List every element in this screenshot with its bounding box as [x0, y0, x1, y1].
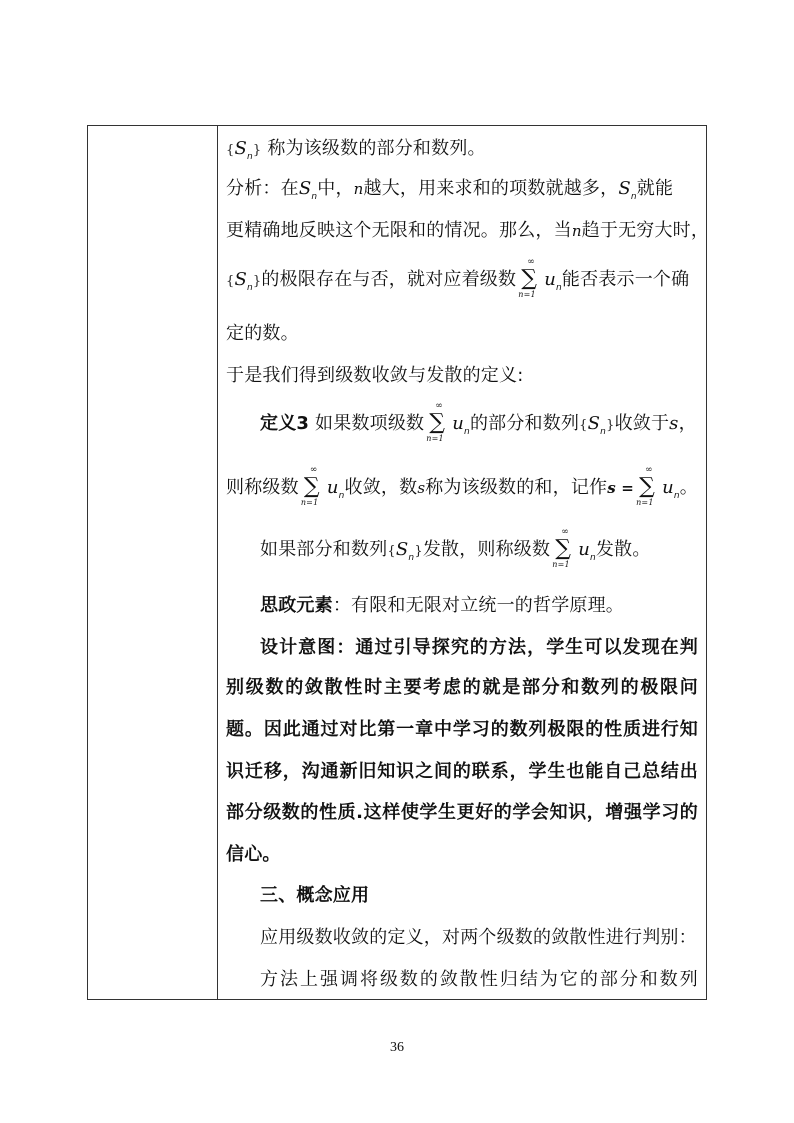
text-segment: 于是我们得到级数收敛与发散的定义: — [226, 365, 524, 386]
text-segment: 更精确地反映这个无限和的情况。那么，当 — [226, 220, 572, 241]
brace-open: { — [387, 544, 396, 559]
design-intent-line-4: 识迁移，沟通新旧知识之间的联系，学生也能自己总结出 — [226, 761, 698, 782]
text-segment: 发散。 — [595, 539, 651, 560]
symbol-s: s — [417, 479, 426, 497]
symbol-u: u — [544, 269, 557, 290]
apply-line-1: 应用级数收敛的定义，对两个级数的敛散性进行判别： — [260, 927, 697, 948]
symbol-n: n — [353, 180, 364, 198]
page-number: 36 — [390, 1040, 404, 1055]
brace-open: { — [226, 143, 235, 158]
table-left-cell — [88, 126, 216, 998]
subscript-n: n — [590, 553, 596, 563]
subscript-n: n — [556, 283, 562, 293]
section-3-heading: 三、概念应用 — [260, 885, 370, 906]
symbol-S: S — [234, 269, 248, 290]
ideology-label: 思政元素 — [260, 595, 333, 616]
text-line-8 — [226, 465, 698, 507]
subscript-n: n — [247, 152, 253, 162]
text-line-5 — [226, 318, 299, 350]
text-segment: 。 — [679, 477, 698, 498]
symbol-S: S — [618, 178, 631, 199]
text-segment: 称为该级数的部分和数列。 — [267, 138, 486, 159]
symbol-S: S — [234, 138, 248, 159]
summation-symbol: ∞ ∑ n=1 — [636, 465, 655, 507]
brace-open: { — [579, 418, 588, 433]
symbol-S: S — [298, 178, 312, 199]
brace-open: { — [226, 274, 235, 289]
text-segment: 收敛于 — [614, 413, 670, 434]
text-segment: 定的数。 — [226, 323, 299, 344]
text-segment: 越大，用来求和的项数就越多， — [363, 178, 619, 199]
text-segment: 如果部分和数列 — [260, 539, 388, 560]
subscript-n: n — [311, 192, 318, 202]
text-line-3 — [226, 215, 709, 247]
subscript-n: n — [630, 192, 637, 202]
text-segment: 发散，则称级数 — [422, 539, 551, 560]
summation-symbol: ∞ ∑ n=1 — [300, 465, 320, 507]
text-segment: 如果数项级数 — [315, 413, 425, 434]
text-segment: ， — [678, 413, 697, 434]
text-line-4 — [226, 257, 690, 299]
equation-lhs: s = — [607, 479, 635, 497]
table-column-divider — [217, 125, 218, 1000]
text-line-1 — [226, 133, 486, 165]
subscript-n: n — [600, 427, 607, 437]
summation-symbol: ∞ ∑ n=1 — [426, 401, 446, 443]
text-segment: 就能 — [636, 178, 674, 199]
text-segment: 能否表示一个确 — [561, 269, 690, 290]
subscript-n: n — [464, 427, 470, 437]
design-intent-line-2: 别级数的敛散性时主要考虑的就是部分和数列的极限问 — [226, 677, 698, 698]
text-segment: 则称级数 — [226, 477, 299, 498]
design-intent-line-1: 设计意图：通过引导探究的方法，学生可以发现在判 — [260, 637, 698, 658]
symbol-u: u — [662, 477, 674, 498]
text-segment: 的极限存在与否，就对应着级数 — [261, 269, 517, 290]
text-segment: 中， — [317, 178, 354, 199]
brace-close: } — [414, 544, 423, 559]
symbol-u: u — [578, 539, 591, 560]
text-segment: 趋于无穷大时， — [581, 220, 710, 241]
summation-symbol: ∞ ∑ n=1 — [552, 527, 572, 569]
text-segment: 收敛，数 — [344, 477, 418, 498]
symbol-s: s — [669, 413, 679, 434]
subscript-n: n — [408, 553, 415, 563]
subscript-n: n — [673, 491, 680, 501]
text-segment: ：有限和无限对立统一的哲学原理。 — [332, 595, 625, 616]
design-intent-line-3: 题。因此通过对比第一章中学习的数列极限的性质进行知 — [226, 719, 698, 740]
text-line-2 — [226, 173, 673, 205]
brace-close: } — [252, 143, 262, 158]
brace-close: } — [252, 274, 262, 289]
brace-close: } — [606, 418, 615, 433]
symbol-S: S — [587, 413, 601, 434]
ideology-element-line — [260, 590, 624, 622]
text-line-6 — [226, 360, 523, 392]
symbol-n: n — [571, 222, 582, 240]
summation-symbol: ∞ ∑ n=1 — [518, 257, 538, 299]
definition-3-line — [260, 401, 697, 443]
subscript-n: n — [338, 491, 345, 501]
text-line-9 — [260, 527, 651, 569]
design-intent-line-6: 信心。 — [226, 844, 281, 865]
design-intent-line-5: 部分级数的性质.这样使学生更好的学会知识，增强学习的 — [226, 802, 698, 823]
symbol-u: u — [452, 413, 465, 434]
symbol-S: S — [395, 539, 409, 560]
subscript-n: n — [247, 283, 253, 293]
symbol-u: u — [326, 477, 339, 498]
text-segment: 称为该级数的和，记作 — [425, 477, 608, 498]
text-segment: 的部分和数列 — [469, 413, 580, 434]
text-segment: 分析：在 — [226, 178, 299, 199]
apply-line-2: 方法上强调将级数的敛散性归结为它的部分和数列 — [260, 969, 698, 990]
definition-label: 定义3 — [260, 413, 310, 434]
